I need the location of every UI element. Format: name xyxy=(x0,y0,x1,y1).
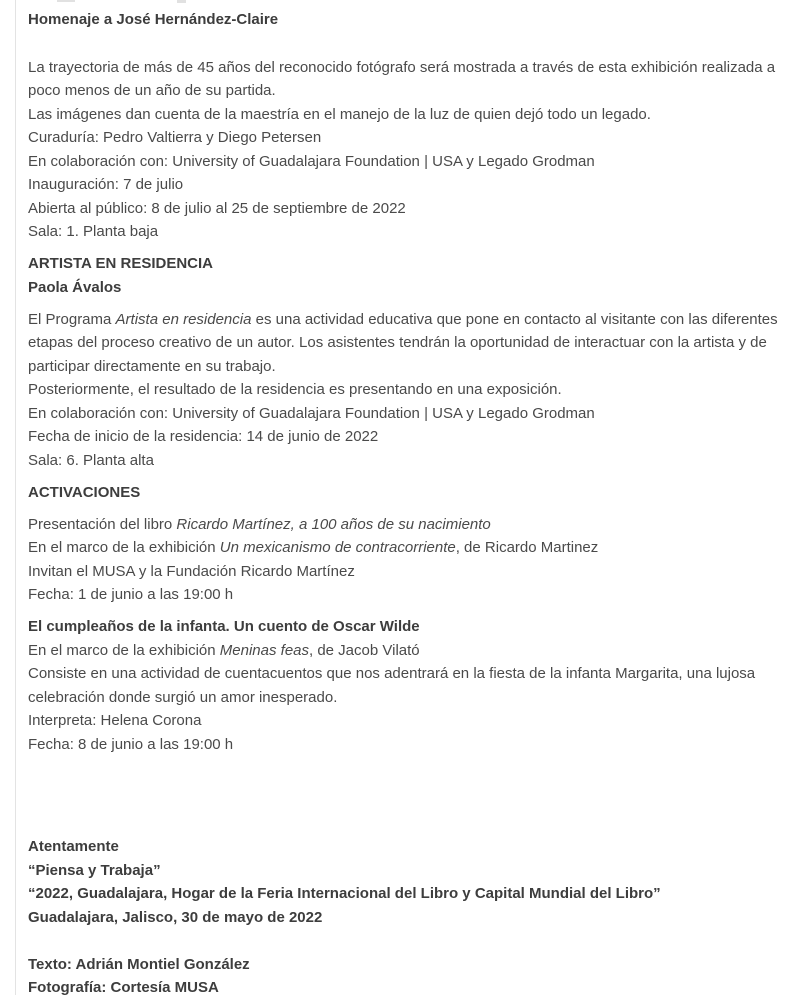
text-segment: Abierta al público: 8 de julio al 25 de septiembre de 2022 xyxy=(28,199,406,217)
text-line xyxy=(28,355,788,379)
text-segment: Las imágenes dan cuenta de la maestría en el manejo de la luz de quien dejó todo un legado. xyxy=(28,105,651,123)
text-segment: Invitan el MUSA y la Fundación Ricardo Martínez xyxy=(28,562,355,580)
text-line xyxy=(28,308,788,332)
text-segment: En el marco de la exhibición xyxy=(28,641,220,659)
text-line xyxy=(28,859,788,883)
text-segment: “Piensa y Trabaja” xyxy=(28,861,161,879)
paragraph-block xyxy=(28,308,788,473)
text-segment: , de Ricardo Martinez xyxy=(455,539,599,556)
text-segment: Curaduría: Pedro Valtierra y Diego Petersen xyxy=(28,129,322,146)
text-line xyxy=(28,331,788,355)
text-segment: Sala: 6. Planta alta xyxy=(28,451,154,469)
text-segment: Fotografía: Cortesía MUSA xyxy=(28,979,219,996)
text-segment: etapas del proceso creativo de un autor. Los asistentes tendrán la oportunidad de interactuar con la artista y de xyxy=(28,334,767,351)
text-line xyxy=(28,402,788,426)
text-segment: poco menos de un año de su partida. xyxy=(28,82,276,99)
text-line xyxy=(28,835,788,859)
text-line xyxy=(28,536,788,560)
text-segment: Un mexicanismo de contracorriente xyxy=(219,539,456,556)
text-segment: En el marco de la exhibición xyxy=(28,539,220,556)
document-body xyxy=(28,8,788,1008)
text-line xyxy=(28,639,788,663)
heading-block xyxy=(28,481,788,505)
text-segment: Sala: 1. Planta baja xyxy=(28,223,159,240)
text-segment: Consiste en una actividad de cuentacuentos que nos adentrará en la fiesta de la infanta Margarita, una lujosa xyxy=(28,665,756,682)
text-segment: ACTIVACIONES xyxy=(28,483,141,501)
text-line xyxy=(28,615,788,639)
cropped-text-remnant xyxy=(177,0,186,3)
title-block xyxy=(28,8,788,32)
text-segment: La trayectoria de más de 45 años del reconocido fotógrafo será mostrada a través de esta exhibición realizada a xyxy=(28,58,776,76)
text-line xyxy=(28,220,788,244)
text-segment: Presentación del libro xyxy=(28,515,177,533)
text-line xyxy=(28,976,788,1000)
text-line xyxy=(28,449,788,473)
text-segment: participar directamente en su trabajo. xyxy=(28,357,276,375)
text-segment: Guadalajara, Jalisco, 30 de mayo de 2022 xyxy=(28,908,323,926)
text-segment: “2022, Guadalajara, Hogar de la Feria Internacional del Libro y Capital Mundial del Libro” xyxy=(28,885,661,902)
text-segment: Fecha: 8 de junio a las 19:00 h xyxy=(28,735,234,753)
text-line xyxy=(28,906,788,930)
text-line xyxy=(28,79,788,103)
left-border-rule xyxy=(15,0,16,995)
text-line xyxy=(28,126,788,150)
text-segment: ARTISTA EN RESIDENCIA xyxy=(28,255,214,272)
text-segment: Fecha de inicio de la residencia: 14 de junio de 2022 xyxy=(28,428,379,445)
text-line xyxy=(28,709,788,733)
paragraph-block xyxy=(28,615,788,756)
text-segment: En colaboración con: University of Guadalajara Foundation | USA y Legado Grodman xyxy=(28,152,595,170)
text-line xyxy=(28,733,788,757)
text-segment: Paola Ávalos xyxy=(28,278,122,296)
text-line xyxy=(28,481,788,505)
text-line xyxy=(28,425,788,449)
paragraph-block xyxy=(28,835,788,1000)
text-line xyxy=(28,378,788,402)
text-line xyxy=(28,686,788,710)
text-segment: celebración donde surgió un amor inesperado. xyxy=(28,688,338,706)
text-segment: Artista en residencia xyxy=(115,310,252,328)
text-segment: Texto: Adrián Montiel González xyxy=(28,955,250,973)
spacer-block xyxy=(28,765,788,836)
text-line xyxy=(28,197,788,221)
text-segment: Homenaje a José Hernández-Claire xyxy=(28,11,279,28)
text-line xyxy=(28,560,788,584)
text-line xyxy=(28,276,788,300)
text-line xyxy=(28,583,788,607)
text-line xyxy=(28,173,788,197)
paragraph-block xyxy=(28,56,788,244)
text-segment: El Programa xyxy=(28,310,116,328)
text-line xyxy=(28,882,788,906)
text-line xyxy=(28,103,788,127)
text-line xyxy=(28,929,788,953)
text-line xyxy=(28,662,788,686)
text-line xyxy=(28,8,788,32)
text-segment: Ricardo Martínez, a 100 años de su nacimiento xyxy=(176,515,491,533)
text-line xyxy=(28,252,788,276)
text-segment: Posteriormente, el resultado de la residencia es presentando en una exposición. xyxy=(28,381,562,398)
heading-block xyxy=(28,252,788,299)
text-segment: El cumpleaños de la infanta. Un cuento de Oscar Wilde xyxy=(28,618,420,635)
text-segment: Interpreta: Helena Corona xyxy=(28,712,202,729)
cropped-text-remnant xyxy=(57,0,75,2)
text-segment: Meninas feas xyxy=(219,641,309,659)
text-segment: Atentamente xyxy=(28,838,119,855)
text-segment: es una actividad educativa que pone en contacto al visitante con las diferentes xyxy=(251,310,778,328)
text-line xyxy=(28,513,788,537)
text-segment: En colaboración con: University of Guadalajara Foundation | USA y Legado Grodman xyxy=(28,404,595,422)
text-segment: Inauguración: 7 de julio xyxy=(28,176,184,193)
text-segment: Fecha: 1 de junio a las 19:00 h xyxy=(28,586,234,603)
paragraph-block xyxy=(28,513,788,607)
text-line xyxy=(28,953,788,977)
text-line xyxy=(28,56,788,80)
text-segment: , de Jacob Vilató xyxy=(309,641,420,659)
text-line xyxy=(28,150,788,174)
